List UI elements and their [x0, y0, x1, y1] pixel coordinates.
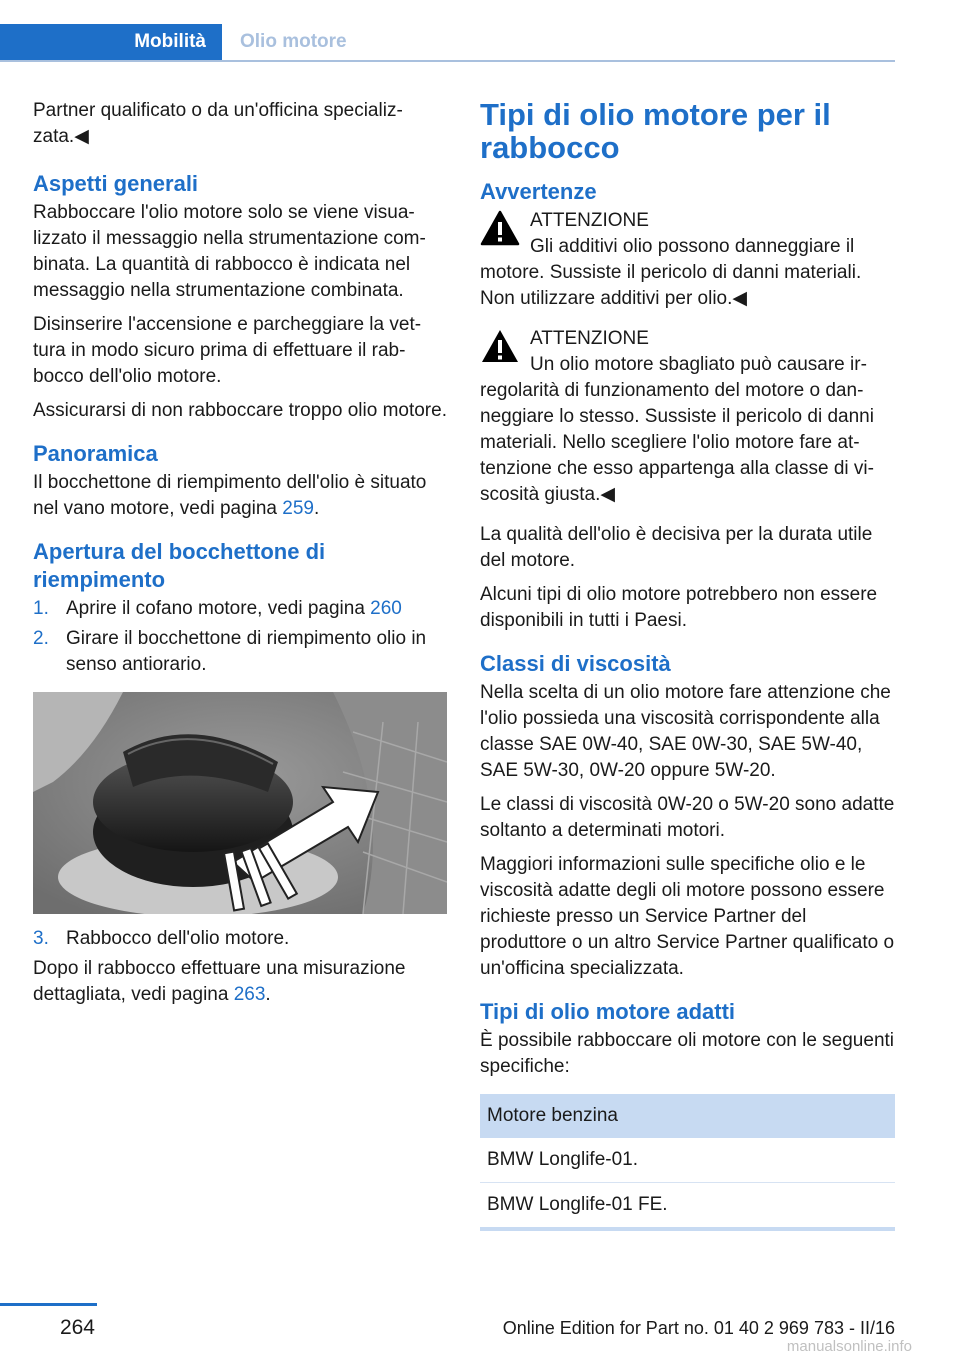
opening-heading: Apertura del bocchettone di riempimento	[33, 539, 326, 592]
overview-end: .	[313, 498, 320, 519]
table-cell: BMW Longlife-01 FE.	[480, 1183, 895, 1230]
notes-heading: Avvertenze	[480, 179, 597, 204]
header-divider	[0, 60, 895, 62]
oil-cap-photo	[33, 692, 447, 914]
table-header: Motore benzina	[480, 1094, 895, 1138]
opening-steps-list	[33, 596, 447, 678]
list-item	[33, 926, 447, 952]
warning-text	[480, 234, 895, 312]
general-paragraph-3: Assicurarsi di non rabboccare troppo olio motore.	[33, 400, 447, 421]
page-link-260[interactable]: 260	[370, 598, 402, 619]
step-text: Rabbocco dell'olio motore.	[66, 928, 290, 949]
quality-paragraph-2: Alcuni tipi di olio motore potrebbero non essere disponibili in tutti i Paesi.	[480, 584, 878, 631]
opening-steps-list-continued	[33, 926, 447, 952]
warning-label: ATTENZIONE	[530, 210, 649, 231]
quality-paragraph-1: La qualità dell'olio è decisiva per la durata utile del motore.	[480, 524, 873, 571]
viscosity-heading: Classi di viscosità	[480, 651, 671, 676]
viscosity-paragraph-3: Maggiori informazioni sulle specifiche olio e le viscosità adatte degli oli motore possono essere richieste presso un Service Partner del produttore o un altro Service Partner qualificato o un'officina specializzata.	[480, 854, 895, 979]
step-number: 3.	[33, 928, 49, 949]
warning-box-1	[480, 208, 895, 312]
right-column	[480, 98, 895, 1231]
section-title: Tipi di olio motore per il rabbocco	[480, 97, 831, 165]
warning-text	[480, 352, 895, 508]
step-number: 2.	[33, 628, 49, 649]
warning-box-2	[480, 326, 895, 508]
table-cell: BMW Longlife-01.	[480, 1138, 895, 1183]
viscosity-paragraph-2: Le classi di viscosità 0W-20 o 5W-20 sono adatte soltanto a determinati motori.	[480, 794, 895, 841]
after-refill-text: Dopo il rabbocco effettuare una misurazione dettagliata, vedi pagina	[33, 958, 406, 1005]
suitable-heading: Tipi di olio motore adatti	[480, 999, 736, 1024]
general-paragraph-2: Disinserire l'accensione e parcheggiare la vettura in modo sicuro prima di effettuare il rabbocco dell'olio motore.	[33, 314, 422, 387]
overview-heading: Panoramica	[33, 441, 158, 466]
step-text: Girare il bocchettone di riempimento olio in senso antiorario.	[66, 628, 427, 675]
oil-spec-table	[480, 1094, 895, 1231]
overview-text: Il bocchettone di riempimento dell'olio è situato nel vano motore, vedi pagina	[33, 472, 427, 519]
left-column	[33, 98, 447, 1016]
page-link-263[interactable]: 263	[233, 984, 266, 1005]
watermark: manualsonline.info	[786, 1338, 912, 1355]
table-header-row	[480, 1094, 895, 1138]
footer-bar	[0, 1303, 97, 1306]
warning-text-content: Un olio motore sbagliato può causare irregolarità di funzionamento del motore o danneggiare lo stesso. Sussiste il pericolo di danni materiali. Nello scegliere l'olio motore fare attenzione che esso appartenga alla classe di viscosità giusta.◀	[480, 354, 874, 505]
warning-text-content: Gli additivi olio possono danneggiare il motore. Sussiste il pericolo di danni materiali. Non utilizzare additivi per olio.◀	[480, 236, 862, 309]
list-item	[33, 626, 447, 678]
page-number: 264	[59, 1316, 95, 1339]
warning-triangle-icon	[480, 210, 520, 246]
after-refill-paragraph	[33, 956, 447, 1008]
chapter-tab: Mobilità	[0, 24, 222, 60]
viscosity-paragraph-1: Nella scelta di un olio motore fare attenzione che l'olio possieda una viscosità corrispondente alla classe SAE 0W-40, SAE 0W-30, SAE 5W-40, SAE 5W-30, 0W-20 oppure 5W-20.	[480, 682, 891, 781]
warning-triangle-icon	[480, 328, 520, 364]
overview-paragraph	[33, 470, 447, 522]
table-row	[480, 1138, 895, 1183]
suitable-paragraph: È possibile rabboccare oli motore con le seguenti specifiche:	[480, 1030, 895, 1077]
step-number: 1.	[33, 598, 49, 619]
intro-text: Partner qualificato o da un'officina specializzata.◀	[33, 100, 403, 147]
step-text	[66, 596, 402, 622]
general-paragraph-1: Rabboccare l'olio motore solo se viene visualizzato il messaggio nella strumentazione combinata. La quantità di rabbocco è indicata nel messaggio nella strumentazione combinata.	[33, 202, 426, 301]
section-tab: Olio motore	[222, 24, 895, 60]
table-row	[480, 1183, 895, 1230]
page-header	[0, 24, 895, 62]
edition-text: Online Edition for Part no. 01 40 2 969 783 - II/16	[502, 1318, 895, 1338]
step-text-content: Aprire il cofano motore, vedi pagina	[66, 598, 371, 619]
general-heading: Aspetti generali	[33, 171, 199, 196]
after-refill-end: .	[265, 984, 271, 1005]
warning-label: ATTENZIONE	[530, 328, 649, 349]
list-item	[33, 596, 447, 622]
page-link-259[interactable]: 259	[282, 498, 314, 519]
